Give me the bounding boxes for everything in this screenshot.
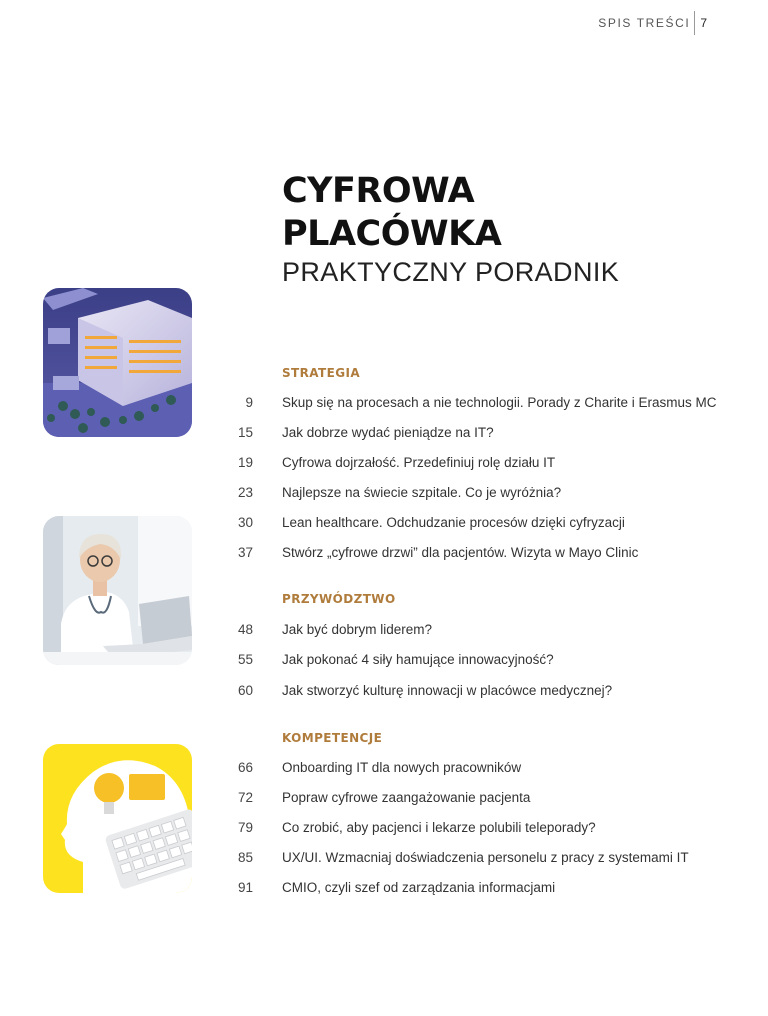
toc-page-number: 72 [237,790,253,805]
toc-page-number: 23 [237,485,253,500]
hospital-model-photo [43,288,192,437]
section-label-przywodztwo: PRZYWÓDZTWO [282,592,396,606]
lightbulb-keyboard-illustration [43,744,192,893]
toc-page-number: 79 [237,820,253,835]
toc-entry[interactable] [0,485,768,503]
toc-entry-title: Jak stworzyć kulturę innowacji w placówce medycznej? [282,683,613,698]
header-divider [694,11,695,35]
toc-page-number: 60 [237,683,253,698]
toc-page-number: 91 [237,880,253,895]
toc-entry-title: Jak być dobrym liderem? [282,622,433,637]
toc-entry-title: Cyfrowa dojrzałość. Przedefiniuj rolę działu IT [282,455,556,470]
toc-entry-title: Skup się na procesach a nie technologii. Porady z Charite i Erasmus MC [282,395,717,410]
toc-entry-title: CMIO, czyli szef od zarządzania informacjami [282,880,556,895]
toc-page-number: 9 [245,395,253,410]
running-header-section: SPIS TREŚCI [598,16,691,30]
toc-page-number: 66 [237,760,253,775]
toc-entry[interactable] [0,455,768,473]
toc-entry-title: Co zrobić, aby pacjenci i lekarze polubili teleporady? [282,820,596,835]
toc-entry-title: Jak dobrze wydać pieniądze na IT? [282,425,494,440]
toc-page-number: 15 [237,425,253,440]
toc-entry-title: Popraw cyfrowe zaangażowanie pacjenta [282,790,531,805]
page-number: 7 [700,16,707,30]
toc-entry-title: Stwórz „cyfrowe drzwi” dla pacjentów. Wizyta w Mayo Clinic [282,545,639,560]
toc-entry-title: Jak pokonać 4 siły hamujące innowacyjność? [282,652,554,667]
title-line-2: PLACÓWKA [282,214,502,254]
toc-entry[interactable] [0,683,768,701]
doctor-laptop-photo [43,516,192,665]
page-title [282,170,619,289]
toc-page-number: 19 [237,455,253,470]
toc-page-number: 30 [237,515,253,530]
section-label-kompetencje: KOMPETENCJE [282,731,383,745]
toc-entry-title: Lean healthcare. Odchudzanie procesów dzięki cyfryzacji [282,515,625,530]
section-label-strategia: STRATEGIA [282,366,361,380]
toc-page-number: 85 [237,850,253,865]
title-line-1: CYFROWA [282,171,475,211]
subtitle: PRAKTYCZNY PORADNIK [282,257,620,287]
toc-entry-title: UX/UI. Wzmacniaj doświadczenia personelu z pracy z systemami IT [282,850,689,865]
running-header [598,11,707,35]
toc-page-number: 48 [237,622,253,637]
toc-page-number: 37 [237,545,253,560]
toc-page-number: 55 [237,652,253,667]
toc-entry-title: Onboarding IT dla nowych pracowników [282,760,522,775]
toc-entry-title: Najlepsze na świecie szpitale. Co je wyróżnia? [282,485,562,500]
